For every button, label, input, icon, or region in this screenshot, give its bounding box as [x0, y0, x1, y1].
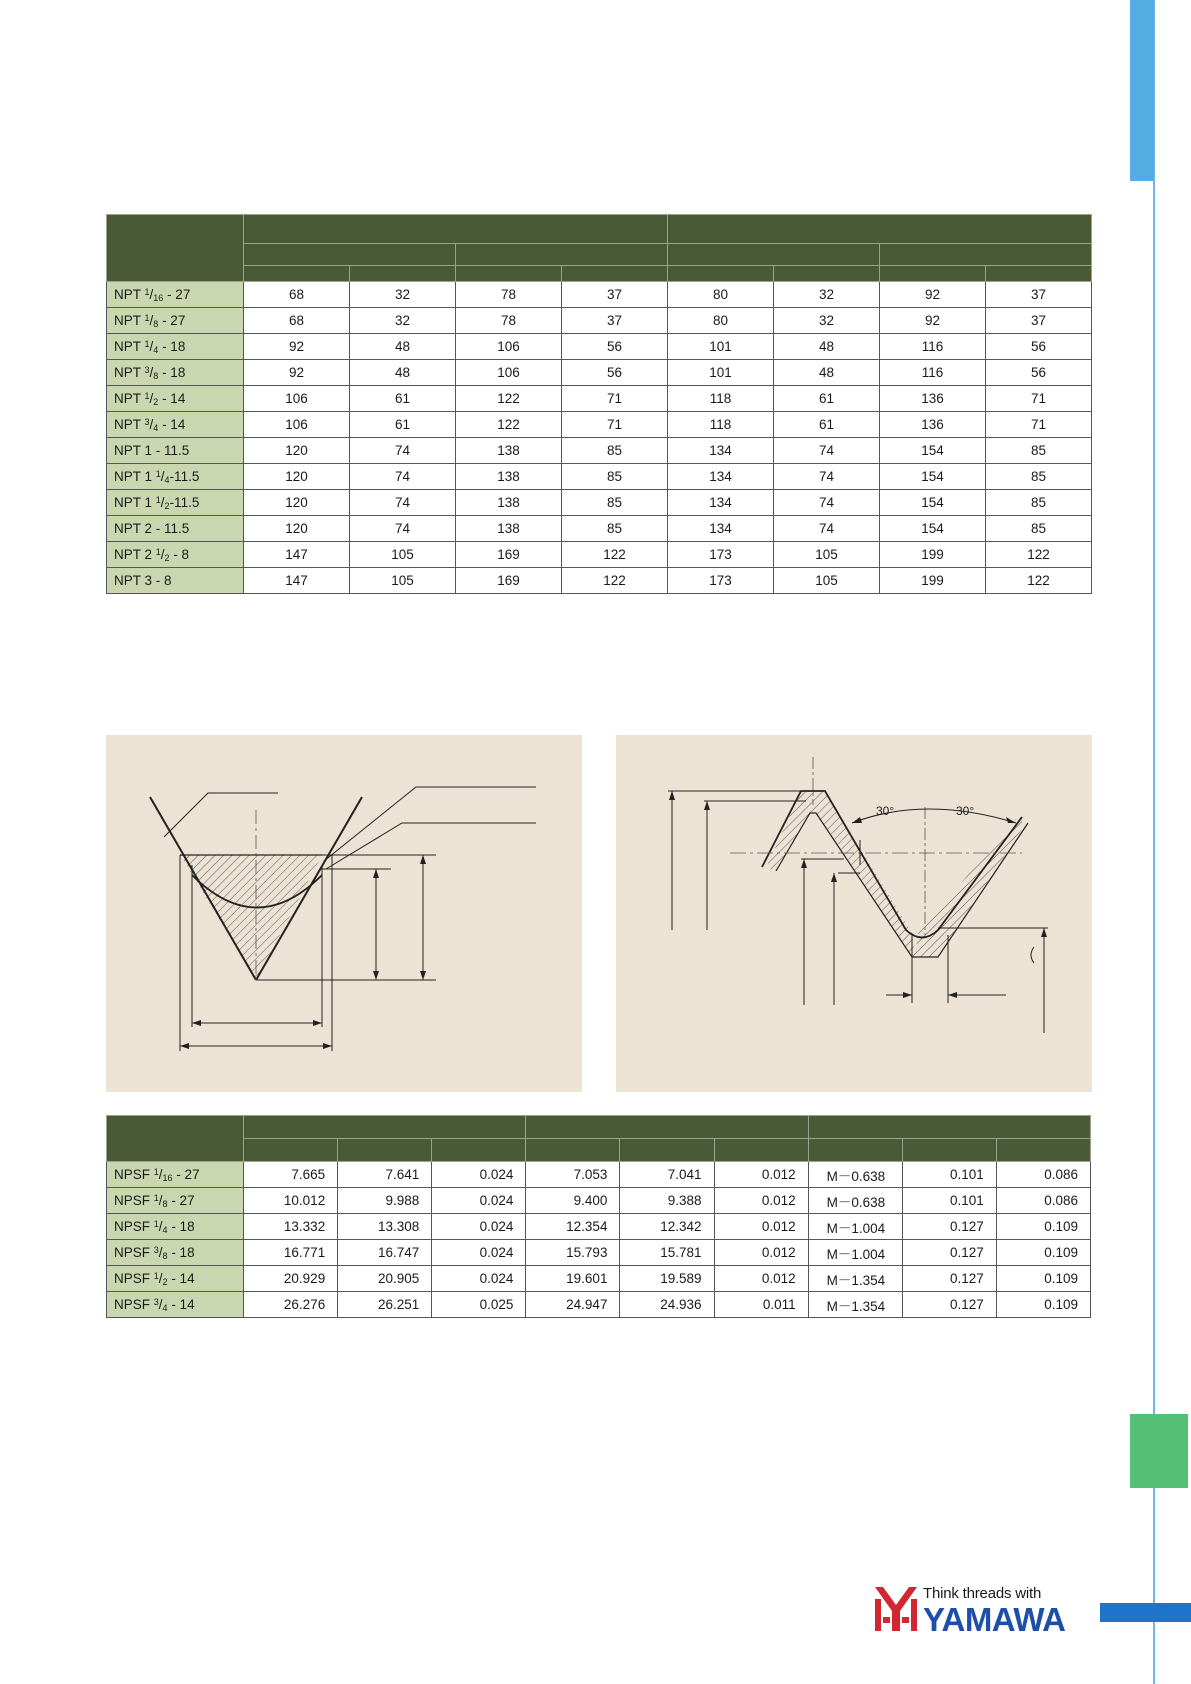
size-suffix: - 18: [167, 1245, 195, 1260]
table-row: [107, 1214, 1091, 1240]
header-subgroup: [880, 244, 1092, 266]
table-cell: 122: [562, 568, 668, 594]
fraction-numerator: 3: [144, 417, 150, 427]
thread-size-label: NPT $^1/_8 - 27$: [107, 308, 244, 334]
table-cell: M－1.004: [808, 1214, 902, 1240]
table-row: [107, 490, 1092, 516]
table-cell: 71: [986, 412, 1092, 438]
fraction-numerator: 1: [155, 469, 161, 479]
table-cell: 138: [456, 464, 562, 490]
table-cell: 0.024: [432, 1240, 526, 1266]
size-prefix: NPT 1: [114, 469, 156, 484]
thread-size-label: NPT 2 $^1/_2 - 8$: [107, 542, 244, 568]
header-group-1: [244, 1116, 526, 1139]
yamawa-logo: [873, 1585, 1078, 1667]
fraction-numerator: 1: [144, 391, 150, 401]
header-cell: [902, 1139, 996, 1162]
table-cell: 7.041: [620, 1162, 714, 1188]
header-group-1: [244, 215, 668, 244]
table-cell: 105: [350, 568, 456, 594]
thread-size-label: NPT $^1/_2 - 14$: [107, 386, 244, 412]
table-cell: 37: [562, 308, 668, 334]
header-cell: [338, 1139, 432, 1162]
blue-index-tab: [1130, 0, 1154, 181]
fraction-numerator: 3: [144, 365, 150, 375]
header-corner: [107, 1116, 244, 1162]
table-cell: 56: [562, 360, 668, 386]
table-cell: 7.053: [526, 1162, 620, 1188]
table-cell: 105: [774, 568, 880, 594]
header-group-2: [668, 215, 1092, 244]
table-cell: 122: [986, 542, 1092, 568]
table-cell: 154: [880, 464, 986, 490]
table-cell: 0.109: [996, 1214, 1090, 1240]
table-cell: 134: [668, 490, 774, 516]
size-prefix: NPSF: [114, 1245, 154, 1260]
table-cell: 85: [986, 516, 1092, 542]
thread-size-label: NPT 1 $^1/_4-11.5$: [107, 464, 244, 490]
thread-size-label: [107, 516, 244, 542]
header-corner: [107, 215, 244, 282]
fraction-numerator: 1: [155, 495, 161, 505]
header-cell: [244, 1139, 338, 1162]
table-cell: 71: [986, 386, 1092, 412]
table-cell: 48: [350, 334, 456, 360]
header-cell: [986, 266, 1092, 282]
thread-size-label: NPSF $^1/_4 - 18$: [107, 1214, 244, 1240]
table-cell: 80: [668, 282, 774, 308]
table-cell: 0.012: [714, 1240, 808, 1266]
fraction-denominator: 8: [162, 1251, 168, 1261]
table-cell: 0.086: [996, 1162, 1090, 1188]
table-cell: 74: [774, 464, 880, 490]
table-cell: 120: [244, 516, 350, 542]
table-row: [107, 1292, 1091, 1318]
table-row: [107, 438, 1092, 464]
table-cell: 0.025: [432, 1292, 526, 1318]
table-cell: 85: [986, 464, 1092, 490]
logo-brand-name: YAMAWA: [923, 1601, 1066, 1638]
table-cell: 0.012: [714, 1162, 808, 1188]
size-suffix: - 14: [167, 1297, 195, 1312]
table-row: [107, 282, 1092, 308]
table-cell: 138: [456, 490, 562, 516]
table-cell: 147: [244, 542, 350, 568]
fraction-denominator: 2: [164, 553, 170, 563]
size-prefix: NPT: [114, 339, 145, 354]
table-cell: 106: [456, 334, 562, 360]
size-suffix: - 14: [167, 1271, 195, 1286]
size-prefix: NPT: [114, 365, 145, 380]
size-suffix: -11.5: [169, 495, 200, 510]
table-cell: 169: [456, 542, 562, 568]
table-cell: 0.127: [902, 1266, 996, 1292]
header-cell: [562, 266, 668, 282]
size-suffix: - 27: [172, 1167, 200, 1182]
fraction-numerator: 3: [153, 1297, 159, 1307]
table-cell: 32: [774, 308, 880, 334]
size-prefix: NPT 3 - 8: [114, 573, 172, 588]
size-prefix: NPSF: [114, 1167, 154, 1182]
header-cell: [774, 266, 880, 282]
fraction-numerator: 1: [153, 1193, 159, 1203]
table-cell: 78: [456, 282, 562, 308]
table-cell: 122: [986, 568, 1092, 594]
table-cell: M－1.004: [808, 1240, 902, 1266]
table-cell: 0.127: [902, 1292, 996, 1318]
thread-profile-drawing: [616, 735, 1092, 1092]
table-cell: 85: [986, 490, 1092, 516]
table-cell: 74: [350, 438, 456, 464]
size-suffix: -11.5: [169, 469, 200, 484]
thread-gauge-diagram: [106, 735, 582, 1092]
table-cell: 147: [244, 568, 350, 594]
table-cell: 7.641: [338, 1162, 432, 1188]
table-cell: 136: [880, 412, 986, 438]
table-cell: 199: [880, 542, 986, 568]
table-cell: M－1.354: [808, 1266, 902, 1292]
table-cell: 15.781: [620, 1240, 714, 1266]
header-cell: [880, 266, 986, 282]
table-cell: 92: [880, 308, 986, 334]
table-cell: 48: [350, 360, 456, 386]
table-cell: 122: [562, 542, 668, 568]
header-subgroup: [244, 244, 456, 266]
fraction-numerator: 1: [144, 339, 150, 349]
table-cell: 15.793: [526, 1240, 620, 1266]
thread-size-label: NPT 1 $^1/_2-11.5$: [107, 490, 244, 516]
table-cell: 20.929: [244, 1266, 338, 1292]
table-cell: 48: [774, 334, 880, 360]
table-cell: 56: [562, 334, 668, 360]
table-row: [107, 308, 1092, 334]
table-cell: 13.332: [244, 1214, 338, 1240]
footer-blue-bar: [1100, 1603, 1191, 1622]
table-cell: 32: [774, 282, 880, 308]
fraction-denominator: 4: [162, 1303, 168, 1313]
size-prefix: NPT 2: [114, 547, 156, 562]
table-cell: 61: [350, 412, 456, 438]
table-row: [107, 360, 1092, 386]
table-cell: 173: [668, 542, 774, 568]
header-cell: [808, 1139, 902, 1162]
size-prefix: NPSF: [114, 1297, 154, 1312]
header-cell: [714, 1139, 808, 1162]
fraction-denominator: 2: [164, 501, 170, 511]
table-cell: 116: [880, 360, 986, 386]
size-prefix: NPT: [114, 287, 145, 302]
thread-profile-diagram: [616, 735, 1092, 1092]
table-cell: 7.665: [244, 1162, 338, 1188]
fraction-numerator: 1: [144, 313, 150, 323]
size-prefix: NPT 1 - 11.5: [114, 443, 190, 458]
thread-size-label: NPSF $^1/_{16} - 27$: [107, 1162, 244, 1188]
size-suffix: - 27: [158, 313, 186, 328]
table-cell: 85: [562, 438, 668, 464]
table-cell: 0.024: [432, 1162, 526, 1188]
table-cell: 134: [668, 438, 774, 464]
table-cell: 20.905: [338, 1266, 432, 1292]
yamawa-mark-icon: [873, 1585, 919, 1633]
angle-label-left: 30°: [876, 804, 895, 818]
fraction-denominator: 8: [153, 371, 159, 381]
table-row: [107, 1266, 1091, 1292]
size-suffix: - 14: [158, 391, 186, 406]
table-cell: 0.127: [902, 1214, 996, 1240]
size-prefix: NPSF: [114, 1271, 154, 1286]
size-prefix: NPT: [114, 313, 145, 328]
table-cell: 74: [350, 490, 456, 516]
table-cell: 0.101: [902, 1188, 996, 1214]
table-cell: 61: [350, 386, 456, 412]
table-cell: 61: [774, 386, 880, 412]
table-row: [107, 516, 1092, 542]
table-cell: 85: [562, 490, 668, 516]
table-cell: 122: [456, 386, 562, 412]
logo-tagline: Think threads with: [923, 1585, 1042, 1602]
table-cell: 71: [562, 386, 668, 412]
header-cell: [244, 266, 350, 282]
table-cell: 80: [668, 308, 774, 334]
header-group-2: [526, 1116, 808, 1139]
table-cell: 78: [456, 308, 562, 334]
fraction-numerator: 1: [153, 1219, 159, 1229]
fraction-numerator: 1: [153, 1271, 159, 1281]
fraction-denominator: 4: [153, 423, 159, 433]
fraction-denominator: 4: [162, 1225, 168, 1235]
table-cell: 24.936: [620, 1292, 714, 1318]
table-cell: 37: [562, 282, 668, 308]
fraction-denominator: 8: [162, 1199, 168, 1209]
header-cell: [620, 1139, 714, 1162]
table-cell: M－0.638: [808, 1188, 902, 1214]
thread-size-label: NPSF $^1/_2 - 14$: [107, 1266, 244, 1292]
table-cell: 12.354: [526, 1214, 620, 1240]
angle-label-right: 30°: [956, 804, 975, 818]
table-cell: 0.101: [902, 1162, 996, 1188]
table-cell: 37: [986, 308, 1092, 334]
table-cell: 68: [244, 308, 350, 334]
header-cell: [668, 266, 774, 282]
table-cell: 138: [456, 516, 562, 542]
thread-size-label: NPT $^1/_{16} - 27$: [107, 282, 244, 308]
table-cell: 9.988: [338, 1188, 432, 1214]
table-cell: 120: [244, 438, 350, 464]
table-cell: 169: [456, 568, 562, 594]
table-cell: 154: [880, 490, 986, 516]
table-cell: 106: [244, 386, 350, 412]
thread-size-label: NPT $^3/_4 - 14$: [107, 412, 244, 438]
table-cell: 0.012: [714, 1214, 808, 1240]
header-group-3: [808, 1116, 1090, 1139]
table-cell: 16.771: [244, 1240, 338, 1266]
table-cell: 9.388: [620, 1188, 714, 1214]
table-cell: 26.251: [338, 1292, 432, 1318]
table-row: [107, 464, 1092, 490]
table-cell: 68: [244, 282, 350, 308]
table-cell: 12.342: [620, 1214, 714, 1240]
table-cell: 37: [986, 282, 1092, 308]
table-cell: 116: [880, 334, 986, 360]
table-cell: 19.589: [620, 1266, 714, 1292]
table-cell: 0.086: [996, 1188, 1090, 1214]
table-cell: 0.024: [432, 1214, 526, 1240]
table-row: [107, 1162, 1091, 1188]
size-prefix: NPT: [114, 417, 145, 432]
size-suffix: - 18: [158, 339, 186, 354]
table-cell: 74: [350, 464, 456, 490]
table-cell: 122: [456, 412, 562, 438]
npt-table: [106, 214, 1092, 594]
npsf-table: [106, 1115, 1091, 1318]
table-row: [107, 1188, 1091, 1214]
table-cell: 106: [244, 412, 350, 438]
table-cell: 74: [774, 490, 880, 516]
thread-size-label: NPT $^3/_8 - 18$: [107, 360, 244, 386]
table-cell: 154: [880, 516, 986, 542]
table-cell: 48: [774, 360, 880, 386]
table-cell: 0.011: [714, 1292, 808, 1318]
table-row: [107, 412, 1092, 438]
table-cell: 74: [350, 516, 456, 542]
table-cell: 74: [774, 438, 880, 464]
size-prefix: NPSF: [114, 1219, 154, 1234]
size-suffix: - 18: [158, 365, 186, 380]
table-cell: M－0.638: [808, 1162, 902, 1188]
table-cell: 199: [880, 568, 986, 594]
fraction-numerator: 1: [153, 1167, 159, 1177]
table-cell: 154: [880, 438, 986, 464]
table-cell: 118: [668, 386, 774, 412]
table-cell: M－1.354: [808, 1292, 902, 1318]
fraction-denominator: 4: [164, 475, 170, 485]
table-cell: 85: [562, 516, 668, 542]
table-cell: 120: [244, 490, 350, 516]
table-cell: 24.947: [526, 1292, 620, 1318]
fraction-denominator: 16: [153, 293, 164, 303]
table-cell: 92: [244, 334, 350, 360]
header-cell: [526, 1139, 620, 1162]
thread-size-label: [107, 438, 244, 464]
size-suffix: - 27: [167, 1193, 195, 1208]
table-cell: 134: [668, 464, 774, 490]
table-cell: 136: [880, 386, 986, 412]
table-cell: 61: [774, 412, 880, 438]
table-cell: 85: [986, 438, 1092, 464]
table-cell: 26.276: [244, 1292, 338, 1318]
fraction-denominator: 16: [162, 1173, 173, 1183]
table-cell: 19.601: [526, 1266, 620, 1292]
header-subgroup: [456, 244, 668, 266]
header-cell: [996, 1139, 1090, 1162]
table-row: [107, 386, 1092, 412]
green-index-tab: [1130, 1414, 1188, 1488]
fraction-denominator: 8: [153, 319, 159, 329]
table-cell: 32: [350, 308, 456, 334]
table-cell: 0.012: [714, 1188, 808, 1214]
table-cell: 118: [668, 412, 774, 438]
table-cell: 0.109: [996, 1240, 1090, 1266]
table-cell: 106: [456, 360, 562, 386]
header-subgroup: [668, 244, 880, 266]
table-cell: 56: [986, 334, 1092, 360]
fraction-denominator: 2: [153, 397, 159, 407]
table-cell: 0.024: [432, 1188, 526, 1214]
size-suffix: - 18: [167, 1219, 195, 1234]
size-prefix: NPT 1: [114, 495, 156, 510]
table-cell: 0.109: [996, 1292, 1090, 1318]
header-cell: [456, 266, 562, 282]
thread-size-label: [107, 568, 244, 594]
table-row: [107, 568, 1092, 594]
table-cell: 0.012: [714, 1266, 808, 1292]
table-cell: 120: [244, 464, 350, 490]
table-cell: 0.024: [432, 1266, 526, 1292]
table-cell: 134: [668, 516, 774, 542]
table-row: [107, 542, 1092, 568]
table-cell: 105: [350, 542, 456, 568]
header-cell: [432, 1139, 526, 1162]
table-cell: 0.109: [996, 1266, 1090, 1292]
fraction-denominator: 2: [162, 1277, 168, 1287]
table-cell: 138: [456, 438, 562, 464]
table-cell: 74: [774, 516, 880, 542]
table-cell: 32: [350, 282, 456, 308]
fraction-numerator: 3: [153, 1245, 159, 1255]
table-cell: 101: [668, 334, 774, 360]
table-cell: 173: [668, 568, 774, 594]
size-prefix: NPT 2 - 11.5: [114, 521, 190, 536]
table-cell: 101: [668, 360, 774, 386]
table-cell: 13.308: [338, 1214, 432, 1240]
thread-size-label: NPSF $^3/_4 - 14$: [107, 1292, 244, 1318]
table-cell: 92: [880, 282, 986, 308]
table-cell: 92: [244, 360, 350, 386]
size-suffix: - 14: [158, 417, 186, 432]
fraction-numerator: 1: [155, 547, 161, 557]
table-cell: 9.400: [526, 1188, 620, 1214]
gauge-profile-drawing: [106, 735, 582, 1092]
header-cell: [350, 266, 456, 282]
fraction-numerator: 1: [144, 287, 150, 297]
size-prefix: NPSF: [114, 1193, 154, 1208]
table-cell: 16.747: [338, 1240, 432, 1266]
size-prefix: NPT: [114, 391, 145, 406]
table-cell: 10.012: [244, 1188, 338, 1214]
table-row: [107, 1240, 1091, 1266]
thread-size-label: NPSF $^3/_8 - 18$: [107, 1240, 244, 1266]
fraction-denominator: 4: [153, 345, 159, 355]
table-cell: 105: [774, 542, 880, 568]
size-suffix: - 8: [169, 547, 190, 562]
table-cell: 56: [986, 360, 1092, 386]
table-row: [107, 334, 1092, 360]
table-cell: 0.127: [902, 1240, 996, 1266]
thread-size-label: NPT $^1/_4 - 18$: [107, 334, 244, 360]
table-cell: 71: [562, 412, 668, 438]
size-suffix: - 27: [163, 287, 191, 302]
table-cell: 85: [562, 464, 668, 490]
thread-size-label: NPSF $^1/_8 - 27$: [107, 1188, 244, 1214]
